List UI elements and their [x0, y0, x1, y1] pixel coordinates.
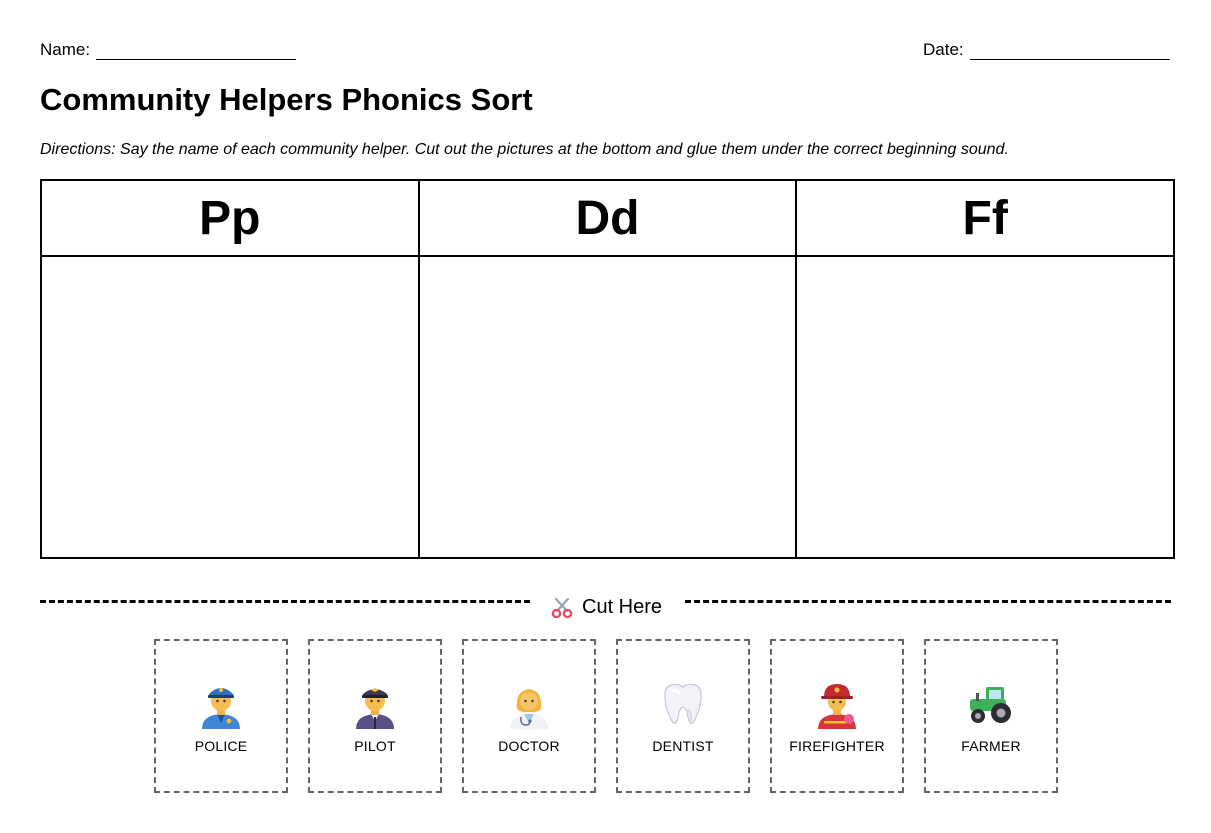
police-officer-icon [196, 679, 246, 729]
drop-area-p[interactable] [41, 256, 419, 558]
pilot-icon [350, 679, 400, 729]
tractor-icon [966, 679, 1016, 729]
cut-here-text: Cut Here [582, 596, 663, 618]
directions-text: Directions: Say the name of each community helper. Cut out the pictures at the bottom and glue them under the correct beginning sound. [40, 141, 1009, 158]
cutout-cards [154, 639, 1058, 793]
name-blank-line[interactable] [96, 45, 296, 60]
card-label-dentist: DENTIST [652, 738, 714, 754]
date-label: Date: [923, 40, 964, 59]
card-farmer[interactable] [924, 639, 1058, 793]
date-field[interactable] [923, 40, 1170, 60]
date-blank-line[interactable] [970, 45, 1170, 60]
card-dentist[interactable] [616, 639, 750, 793]
card-doctor[interactable] [462, 639, 596, 793]
card-label-police: POLICE [194, 738, 248, 754]
card-police[interactable] [154, 639, 288, 793]
drop-area-f[interactable] [796, 256, 1174, 558]
doctor-icon [504, 679, 554, 729]
column-header-d: Dd [419, 180, 797, 256]
name-label: Name: [40, 40, 91, 59]
card-label-farmer: FARMER [961, 738, 1021, 754]
cut-here-label [550, 595, 662, 619]
drop-area-d[interactable] [419, 256, 797, 558]
cut-dash-left [40, 600, 530, 603]
card-label-pilot: PILOT [354, 738, 396, 754]
name-field[interactable] [40, 40, 296, 60]
tooth-icon [658, 679, 708, 729]
scissors-icon [550, 595, 574, 619]
card-pilot[interactable] [308, 639, 442, 793]
cut-line [40, 590, 1171, 620]
card-label-firefighter: FIREFIGHTER [789, 738, 885, 754]
column-header-f: Ff [796, 180, 1174, 256]
sort-table [40, 179, 1175, 559]
cut-dash-right [685, 600, 1171, 603]
card-label-doctor: DOCTOR [498, 738, 560, 754]
card-firefighter[interactable] [770, 639, 904, 793]
column-header-p: Pp [41, 180, 419, 256]
page-title: Community Helpers Phonics Sort [40, 82, 533, 117]
firefighter-icon [812, 679, 862, 729]
